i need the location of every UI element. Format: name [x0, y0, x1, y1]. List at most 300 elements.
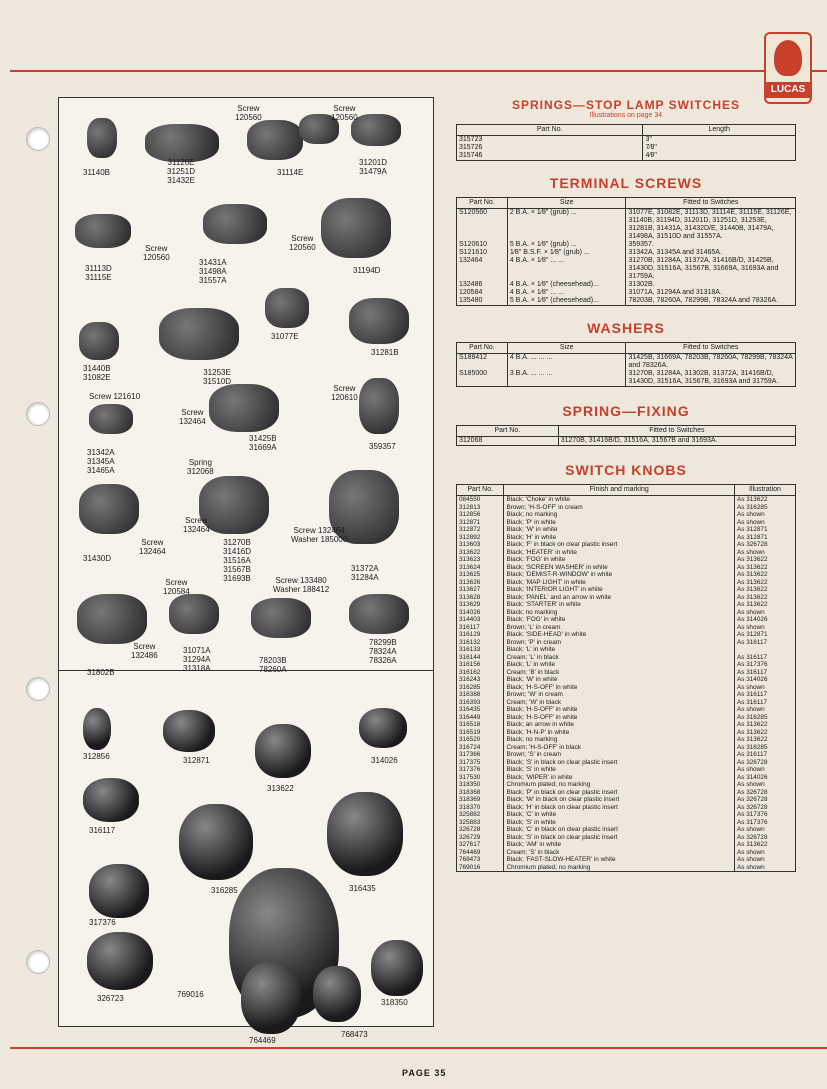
table-cell: Black; 'HEATER' in white: [504, 549, 735, 557]
part-label: 31431A 31498A 31557A: [199, 258, 227, 285]
table-row: [457, 601, 796, 609]
table-cell: Black; 'S' in white: [504, 766, 735, 774]
part-label: 31425B 31669A: [249, 434, 277, 452]
table-cell: As shown: [734, 624, 795, 632]
part-label: 31126E 31251D 31432E: [167, 158, 196, 185]
part-label: Screw 121610: [89, 392, 141, 401]
table-cell: 316133: [457, 646, 504, 654]
part-label: Screw 132464: [183, 516, 210, 534]
column-header: Part No.: [457, 198, 508, 209]
switch-part-photo: [359, 378, 399, 434]
table-row: [457, 564, 796, 572]
table-cell: 316449: [457, 714, 504, 722]
knob-label: 316117: [89, 826, 116, 835]
table-cell: 326729: [457, 834, 504, 842]
part-label: 31372A 31284A: [351, 564, 379, 582]
table-cell: Black; 'H' in black on clear plastic insert: [504, 804, 735, 812]
part-label: Screw 120560: [331, 104, 358, 122]
table-row: [457, 759, 796, 767]
table-cell: Black; 'S' in black on clear plastic insert: [504, 759, 735, 767]
table-cell: 313625: [457, 571, 504, 579]
knobs-title: SWITCH KNOBS: [565, 462, 687, 478]
page-number: PAGE 35: [402, 1068, 447, 1078]
binder-hole: [26, 402, 50, 426]
table-row: [457, 594, 796, 602]
table-row: [457, 249, 796, 257]
table-cell: 3" 7⁄8" 4⁄8": [643, 136, 796, 161]
table-cell: Black; 'STARTER' in white: [504, 601, 735, 609]
springs-table: [456, 124, 796, 161]
spring-fixing-table: [456, 425, 796, 446]
table-row: [457, 586, 796, 594]
switch-part-photo: [351, 114, 401, 146]
table-cell: 31270B, 31284A, 31302B, 31372A, 31416B/D, 31430D, 31516A, 31567B, 31693A and 31759A.: [626, 370, 796, 387]
table-row: [457, 639, 796, 647]
table-row: [457, 511, 796, 519]
table-cell: 31077E, 31082E, 31113D, 31114E, 31115E, 31126E, 31140B, 31194D, 31201D, 31251D, 31253E, 31281B, 31431A, 31432D/E, 31440B, 31479A, 31498A, 31510D and 31557A.: [626, 209, 796, 242]
column-header: Fitted to Switches: [626, 343, 796, 354]
table-row: [457, 209, 796, 242]
table-cell: 313626: [457, 579, 504, 587]
table-cell: As shown: [734, 706, 795, 714]
table-cell: As 316117: [734, 699, 795, 707]
table-cell: As 313622: [734, 594, 795, 602]
springs-subtitle: Illustrations on page 34: [589, 112, 663, 119]
table-cell: 316156: [457, 661, 504, 669]
table-cell: 313622: [457, 549, 504, 557]
table-cell: 313624: [457, 564, 504, 572]
table-cell: Brown; 'S' in cream: [504, 751, 735, 759]
switch-part-photo: [79, 322, 119, 360]
table-cell: 31270B, 31284A, 31372A, 31416B/D, 31425B, 31430D, 31516A, 31567B, 31669A, 31693A and 31759A.: [626, 257, 796, 281]
column-header: Size: [507, 343, 626, 354]
table-cell: 5 B.A. × 1⁄8" (cheesehead)...: [507, 297, 626, 306]
table-cell: Cream; 'L' in black: [504, 654, 735, 662]
table-cell: 326728: [457, 826, 504, 834]
table-row: [457, 676, 796, 684]
table-cell: 4 B.A. ... ... ...: [507, 354, 626, 371]
table-cell: As 313622: [734, 586, 795, 594]
panel-divider: [59, 670, 433, 671]
table-cell: 316132: [457, 639, 504, 647]
switch-knob-photo: [255, 724, 311, 778]
table-cell: 312892: [457, 534, 504, 542]
table-cell: As 317376: [734, 811, 795, 819]
table-cell: As 312871: [734, 534, 795, 542]
table-cell: 31071A, 31294A and 31318A.: [626, 289, 796, 297]
table-cell: As 316117: [734, 691, 795, 699]
table-cell: Black; 'L' in white: [504, 646, 735, 654]
switch-knob-photo: [163, 710, 215, 752]
table-row: [457, 766, 796, 774]
table-cell: As 326728: [734, 834, 795, 842]
table-row: [457, 496, 796, 504]
table-cell: Black; 'PANEL' and an arrow in white: [504, 594, 735, 602]
table-cell: 318368: [457, 789, 504, 797]
table-row: [457, 661, 796, 669]
parts-lists: [456, 90, 796, 872]
table-cell: Black; no marking: [504, 609, 735, 617]
table-cell: As 314026: [734, 676, 795, 684]
table-row: [457, 744, 796, 752]
table-cell: As 313622: [734, 571, 795, 579]
table-cell: Black; 'C' in white: [504, 811, 735, 819]
part-label: 31140B: [83, 168, 110, 177]
table-cell: Chromium plated; no marking: [504, 864, 735, 872]
table-cell: 5 B.A. × 1⁄8" (grub) ...: [507, 241, 626, 249]
switch-part-photo: [75, 214, 131, 248]
table-row: [457, 706, 796, 714]
table-cell: S120560: [457, 209, 508, 242]
switch-knob-photo: [83, 708, 111, 750]
column-header: Size: [507, 198, 626, 209]
table-cell: 135480: [457, 297, 508, 306]
table-cell: 4 B.A. × 1⁄8" ... ...: [507, 289, 626, 297]
switch-part-photo: [251, 598, 311, 638]
table-cell: Brown; 'L' in cream: [504, 624, 735, 632]
table-cell: Black; no marking: [504, 736, 735, 744]
table-cell: 78203B, 78260A, 78299B, 78324A and 78326A.: [626, 297, 796, 306]
table-cell: Black; 'Choke' in white: [504, 496, 735, 504]
column-header: Illustration: [734, 485, 795, 496]
table-row: [457, 624, 796, 632]
table-cell: 316129: [457, 631, 504, 639]
column-header: Part No.: [457, 426, 559, 437]
table-cell: As 316117: [734, 654, 795, 662]
table-cell: Black; 'SCREEN WASHER' in white: [504, 564, 735, 572]
table-cell: As 326728: [734, 541, 795, 549]
table-row: [457, 669, 796, 677]
table-cell: 327617: [457, 841, 504, 849]
crest-icon: [774, 40, 802, 76]
table-cell: 315723 315726 315746: [457, 136, 643, 161]
table-row: [457, 556, 796, 564]
table-row: [457, 534, 796, 542]
switch-knob-photo: [241, 962, 301, 1034]
table-cell: S185000: [457, 370, 508, 387]
table-row: [457, 616, 796, 624]
table-row: [457, 789, 796, 797]
table-row: [457, 541, 796, 549]
table-cell: Black; an arrow in white: [504, 721, 735, 729]
table-row: [457, 370, 796, 387]
table-row: [457, 526, 796, 534]
part-label: Screw 120610: [331, 384, 358, 402]
switch-knob-photo: [179, 804, 253, 880]
springs-title: SPRINGS—STOP LAMP SWITCHES: [511, 98, 741, 112]
knobs-table: [456, 484, 796, 872]
table-cell: Black; 'L' in white: [504, 661, 735, 669]
table-cell: 4 B.A. × 1⁄8" ... ...: [507, 257, 626, 281]
top-rule: [10, 70, 827, 72]
spring-fixing-title: SPRING—FIXING: [562, 403, 690, 419]
table-cell: As 314026: [734, 774, 795, 782]
table-cell: 084550: [457, 496, 504, 504]
table-cell: Black; no marking: [504, 511, 735, 519]
switch-part-photo: [145, 124, 219, 162]
switch-part-photo: [89, 404, 133, 434]
table-cell: Brown; 'P' in cream: [504, 639, 735, 647]
table-cell: Black; 'DEMIST-R-WINDOW' in white: [504, 571, 735, 579]
table-cell: 325883: [457, 819, 504, 827]
switch-part-photo: [79, 484, 139, 534]
switch-part-photo: [209, 384, 279, 432]
table-row: [457, 774, 796, 782]
column-header: Part No.: [457, 485, 504, 496]
part-label: Screw 120560: [143, 244, 170, 262]
part-label: 31342A 31345A 31465A: [87, 448, 115, 475]
table-cell: Black; 'INTERIOR LIGHT' in white: [504, 586, 735, 594]
table-cell: 312068: [457, 437, 559, 446]
table-row: [457, 136, 796, 161]
table-row: [457, 504, 796, 512]
table-cell: 325882: [457, 811, 504, 819]
parts-illustration-panel: [58, 97, 434, 1045]
table-cell: 313628: [457, 594, 504, 602]
knob-label: 312871: [183, 756, 210, 765]
table-cell: 317366: [457, 751, 504, 759]
table-row: [457, 654, 796, 662]
knob-label: 326723: [97, 994, 124, 1003]
table-cell: As 313622: [734, 736, 795, 744]
table-cell: 3 B.A. ... ... ...: [507, 370, 626, 387]
part-label: Screw 120560: [289, 234, 316, 252]
part-label: 31113D 31115E: [85, 264, 112, 282]
table-cell: 1⁄8" B.S.F. × 1⁄8" (grub) ...: [507, 249, 626, 257]
table-cell: As shown: [734, 609, 795, 617]
table-cell: As 326728: [734, 789, 795, 797]
table-cell: As 313622: [734, 556, 795, 564]
knob-label: 316435: [349, 884, 376, 893]
terminal-table: [456, 197, 796, 306]
table-row: [457, 819, 796, 827]
table-row: [457, 354, 796, 371]
terminal-title: TERMINAL SCREWS: [549, 175, 703, 191]
knob-label: 769016: [177, 990, 204, 999]
table-cell: S121610: [457, 249, 508, 257]
part-label: 31281B: [371, 348, 399, 357]
table-row: [457, 751, 796, 759]
switch-part-photo: [159, 308, 239, 360]
table-cell: Black; 'P' in black on clear plastic insert: [504, 789, 735, 797]
table-cell: 316435: [457, 706, 504, 714]
table-cell: 316117: [457, 624, 504, 632]
table-cell: As 326728: [734, 796, 795, 804]
table-cell: As 326728: [734, 804, 795, 812]
table-cell: As shown: [734, 864, 795, 872]
table-cell: 359357.: [626, 241, 796, 249]
table-cell: As 316117: [734, 751, 795, 759]
table-cell: Black; 'S' in black on clear plastic insert: [504, 834, 735, 842]
table-cell: Black; 'H-S-OFF' in white: [504, 714, 735, 722]
table-cell: As 312871: [734, 631, 795, 639]
switch-knob-photo: [327, 792, 403, 876]
table-row: [457, 811, 796, 819]
part-label: 31201D 31479A: [359, 158, 388, 176]
table-cell: 2 B.A. × 1⁄8" (grub) ...: [507, 209, 626, 242]
table-cell: Black; 'SIDE-HEAD' in white: [504, 631, 735, 639]
table-row: [457, 834, 796, 842]
table-cell: 313603: [457, 541, 504, 549]
knob-label: 317376: [89, 918, 116, 927]
switch-part-photo: [87, 118, 117, 158]
table-row: [457, 646, 796, 654]
table-cell: As 316285: [734, 504, 795, 512]
part-label: Screw 133480 Washer 188412: [273, 576, 330, 594]
table-cell: 316162: [457, 669, 504, 677]
table-cell: 313629: [457, 601, 504, 609]
table-cell: Black; 'W' in black on clear plastic insert: [504, 796, 735, 804]
table-cell: As 317376: [734, 661, 795, 669]
table-cell: As shown: [734, 826, 795, 834]
part-label: Screw 120584: [163, 578, 190, 596]
table-cell: Black; 'S' in white: [504, 819, 735, 827]
table-cell: 316285: [457, 684, 504, 692]
part-label: 31802B: [87, 668, 115, 677]
part-label: Screw 120560: [235, 104, 262, 122]
table-row: [457, 297, 796, 306]
table-cell: Cream; 'W' in black: [504, 699, 735, 707]
table-cell: 4 B.A. × 1⁄8" (cheesehead)...: [507, 281, 626, 289]
binder-hole: [26, 677, 50, 701]
table-row: [457, 549, 796, 557]
table-cell: As 313622: [734, 579, 795, 587]
knob-label: 314026: [371, 756, 398, 765]
switch-knob-photo: [313, 966, 361, 1022]
table-cell: Black; 'FOG' in white: [504, 556, 735, 564]
switch-knob-photo: [371, 940, 423, 996]
knob-label: 764469: [249, 1036, 276, 1045]
binder-hole: [26, 950, 50, 974]
logo-text: LUCAS: [766, 82, 810, 98]
table-row: [457, 699, 796, 707]
table-cell: 314026: [457, 609, 504, 617]
knob-label: 316285: [211, 886, 238, 895]
table-row: [457, 864, 796, 872]
switch-part-photo: [247, 120, 303, 160]
table-cell: 316519: [457, 729, 504, 737]
part-label: Screw 132486: [131, 642, 158, 660]
table-cell: As 313622: [734, 721, 795, 729]
table-cell: 312871: [457, 519, 504, 527]
table-cell: Black; 'FAST-SLOW-HEATER' in white: [504, 856, 735, 864]
table-cell: As shown: [734, 519, 795, 527]
table-cell: 316724: [457, 744, 504, 752]
table-row: [457, 609, 796, 617]
table-cell: As 313622: [734, 564, 795, 572]
part-label: 359357: [369, 442, 396, 451]
table-cell: Black; 'H-N-P' in white: [504, 729, 735, 737]
part-label: Screw 132464: [179, 408, 206, 426]
table-cell: As 313622: [734, 601, 795, 609]
table-cell: As 316285: [734, 714, 795, 722]
part-label: Screw 132464: [139, 538, 166, 556]
table-cell: 764469: [457, 849, 504, 857]
table-cell: 318369: [457, 796, 504, 804]
table-cell: 31270B, 31416B/D, 31516A, 31567B and 31693A.: [558, 437, 795, 446]
table-cell: 316393: [457, 699, 504, 707]
table-cell: 768473: [457, 856, 504, 864]
washers-table: [456, 342, 796, 387]
table-cell: [734, 646, 795, 654]
table-cell: 318350: [457, 781, 504, 789]
table-cell: Black; 'W' in white: [504, 676, 735, 684]
table-cell: As shown: [734, 849, 795, 857]
table-cell: 31425B, 31669A, 78203B, 78260A, 78299B, 78324A and 78326A.: [626, 354, 796, 371]
part-label: 31430D: [83, 554, 112, 563]
table-cell: 120584: [457, 289, 508, 297]
table-cell: Black; 'MAP LIGHT' in white: [504, 579, 735, 587]
table-cell: Cream; 'B' in black: [504, 669, 735, 677]
column-header: Finish and marking: [504, 485, 735, 496]
table-cell: 317375: [457, 759, 504, 767]
column-header: Fitted to Switches: [626, 198, 796, 209]
table-cell: 318370: [457, 804, 504, 812]
column-header: Part No.: [457, 125, 643, 136]
knob-label: 313622: [267, 784, 294, 793]
table-row: [457, 804, 796, 812]
table-cell: 316518: [457, 721, 504, 729]
part-label: Spring 312068: [187, 458, 214, 476]
table-row: [457, 841, 796, 849]
table-cell: Black; 'W' in white: [504, 526, 735, 534]
table-row: [457, 714, 796, 722]
table-cell: As 326728: [734, 759, 795, 767]
table-cell: Black; 'H-S-OFF' in white: [504, 684, 735, 692]
table-row: [457, 571, 796, 579]
table-cell: 317530: [457, 774, 504, 782]
table-cell: 316388: [457, 691, 504, 699]
table-row: [457, 289, 796, 297]
table-cell: 317376: [457, 766, 504, 774]
table-cell: Black; 'AM' in white: [504, 841, 735, 849]
part-label: 31114E: [277, 168, 304, 177]
table-cell: 312856: [457, 511, 504, 519]
table-cell: 313623: [457, 556, 504, 564]
part-label: 31077E: [271, 332, 299, 341]
table-row: [457, 826, 796, 834]
knob-label: 768473: [341, 1030, 368, 1039]
switch-part-photo: [349, 594, 409, 634]
washers-title: WASHERS: [587, 320, 665, 336]
part-label: 31270B 31416D 31516A 31567B 31693B: [223, 538, 252, 583]
table-row: [457, 856, 796, 864]
table-cell: 312872: [457, 526, 504, 534]
table-cell: As 316285: [734, 744, 795, 752]
table-cell: 314403: [457, 616, 504, 624]
table-cell: 313627: [457, 586, 504, 594]
table-row: [457, 684, 796, 692]
binder-hole: [26, 127, 50, 151]
table-row: [457, 691, 796, 699]
table-cell: Black; 'C' in black on clear plastic insert: [504, 826, 735, 834]
table-cell: 132486: [457, 281, 508, 289]
table-cell: 31342A, 31345A and 31465A.: [626, 249, 796, 257]
table-cell: As shown: [734, 856, 795, 864]
table-cell: 769016: [457, 864, 504, 872]
table-row: [457, 631, 796, 639]
table-cell: Brown; 'W' in cream: [504, 691, 735, 699]
table-cell: As 316117: [734, 639, 795, 647]
part-label: 31071A 31294A 31318A: [183, 646, 211, 673]
table-cell: As shown: [734, 511, 795, 519]
table-cell: 132464: [457, 257, 508, 281]
table-cell: Chromium plated; no marking: [504, 781, 735, 789]
table-row: [457, 519, 796, 527]
table-cell: As 313622: [734, 496, 795, 504]
table-cell: 312813: [457, 504, 504, 512]
table-row: [457, 281, 796, 289]
